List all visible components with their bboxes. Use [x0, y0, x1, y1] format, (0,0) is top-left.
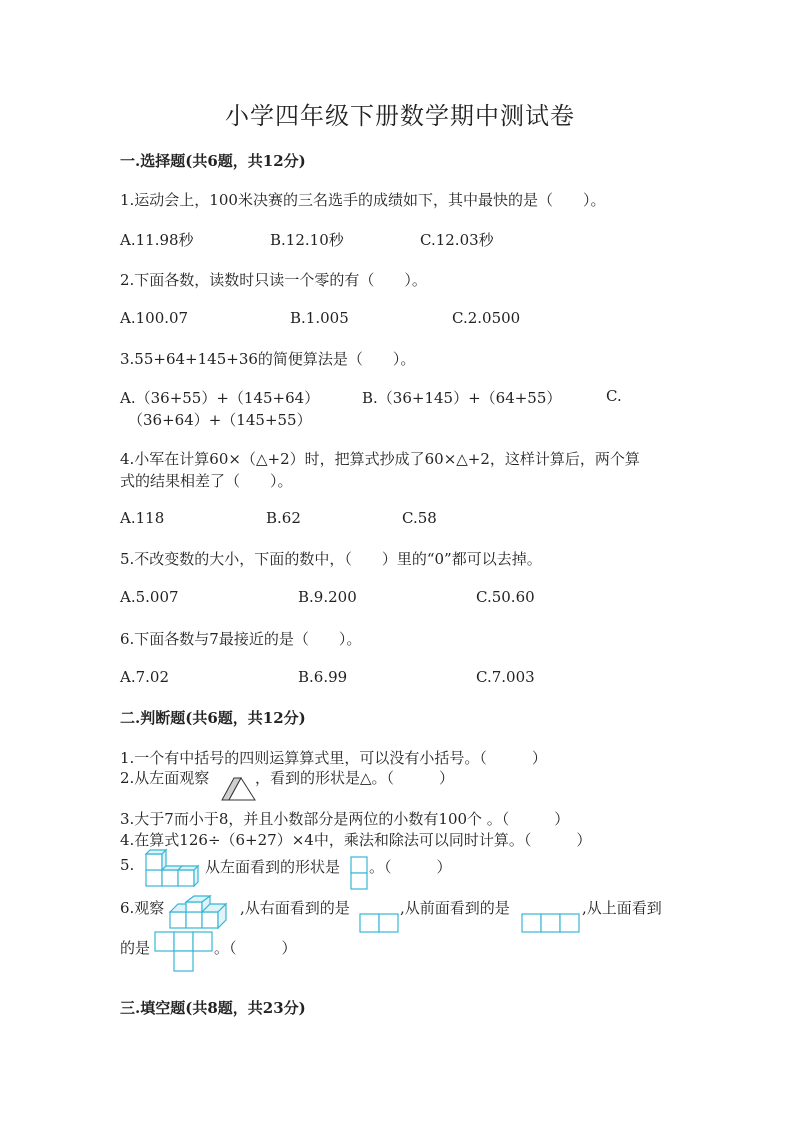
- question-5-option-c: C.50.60: [476, 588, 535, 606]
- question-2-option-b: B.1.005: [290, 309, 349, 327]
- page-title: 小学四年级下册数学期中测试卷: [225, 102, 575, 130]
- judge-5-part3: 。（ ）: [369, 858, 452, 876]
- judge-4: 4.在算式126÷（6+27）×4中，乘法和除法可以同时计算。（ ）: [120, 831, 592, 849]
- question-2-stem: 2.下面各数，读数时只读一个零的有（ ）。: [120, 271, 427, 289]
- left-view-squares-icon: [349, 855, 369, 891]
- judge-5-part2: 从左面看到的形状是: [205, 858, 341, 876]
- question-6-option-a: A.7.02: [120, 668, 169, 686]
- question-5-option-b: B.9.200: [298, 588, 357, 606]
- judge-5-part1: 5.: [120, 856, 135, 874]
- question-1-option-b: B.12.10秒: [270, 231, 344, 249]
- question-4-stem-line2: 式的结果相差了（ ）。: [120, 472, 293, 490]
- question-2-option-a: A.100.07: [120, 309, 189, 327]
- cube-stack-icon: [142, 846, 200, 890]
- judge-6-part5: 的是: [120, 939, 151, 957]
- question-5-option-a: A.5.007: [120, 588, 179, 606]
- question-4-option-b: B.62: [266, 509, 301, 527]
- judge-2-part2: ，看到的形状是△。（ ）: [255, 769, 455, 787]
- triangular-prism-icon: [219, 774, 259, 804]
- question-6-option-b: B.6.99: [298, 668, 348, 686]
- question-6-stem: 6.下面各数与7最接近的是（ ）。: [120, 630, 362, 648]
- question-3-option-c: C.: [606, 387, 622, 405]
- question-6-option-c: C.7.003: [476, 668, 535, 686]
- judge-6-part3: ,从前面看到的是: [400, 899, 510, 917]
- right-view-squares-icon: [358, 912, 400, 934]
- question-1-stem: 1.运动会上，100米决赛的三名选手的成绩如下，其中最快的是（ ）。: [120, 191, 606, 209]
- question-3-stem: 3.55+64+145+36的简便算法是（ ）。: [120, 350, 416, 368]
- cube-solid-icon: [166, 892, 240, 932]
- question-1-option-c: C.12.03秒: [420, 231, 494, 249]
- question-2-option-c: C.2.0500: [452, 309, 521, 327]
- front-view-squares-icon: [520, 912, 582, 934]
- question-4-option-a: A.118: [120, 509, 165, 527]
- top-view-squares-icon: [153, 930, 215, 974]
- question-5-stem: 5.不改变数的大小，下面的数中，（ ）里的“0”都可以去掉。: [120, 550, 542, 568]
- judge-2-part1: 2.从左面观察: [120, 769, 210, 787]
- judge-3: 3.大于7而小于8，并且小数部分是两位的小数有100个 。（ ）: [120, 810, 570, 828]
- question-3-option-a: A.（36+55）+（145+64）: [120, 389, 320, 407]
- section-heading-choice: 一.选择题(共6题，共12分): [120, 152, 306, 170]
- section-heading-fill: 三.填空题(共8题，共23分): [120, 999, 306, 1017]
- judge-6-part6: 。（ ）: [214, 939, 297, 957]
- question-4-option-c: C.58: [402, 509, 437, 527]
- question-3-option-c-text: （36+64）+（145+55）: [128, 411, 312, 429]
- judge-6-part1: 6.观察: [120, 899, 165, 917]
- question-3-option-b: B.（36+145）+（64+55）: [362, 389, 562, 407]
- judge-6-part2: ,从右面看到的是: [240, 899, 350, 917]
- question-4-stem: 4.小军在计算60×（△+2）时，把算式抄成了60×△+2，这样计算后，两个算: [120, 450, 640, 468]
- judge-1: 1.一个有中括号的四则运算算式里，可以没有小括号。（ ）: [120, 749, 547, 767]
- judge-6-part4: ,从上面看到: [582, 899, 662, 917]
- question-1-option-a: A.11.98秒: [120, 231, 194, 249]
- section-heading-judge: 二.判断题(共6题，共12分): [120, 709, 306, 727]
